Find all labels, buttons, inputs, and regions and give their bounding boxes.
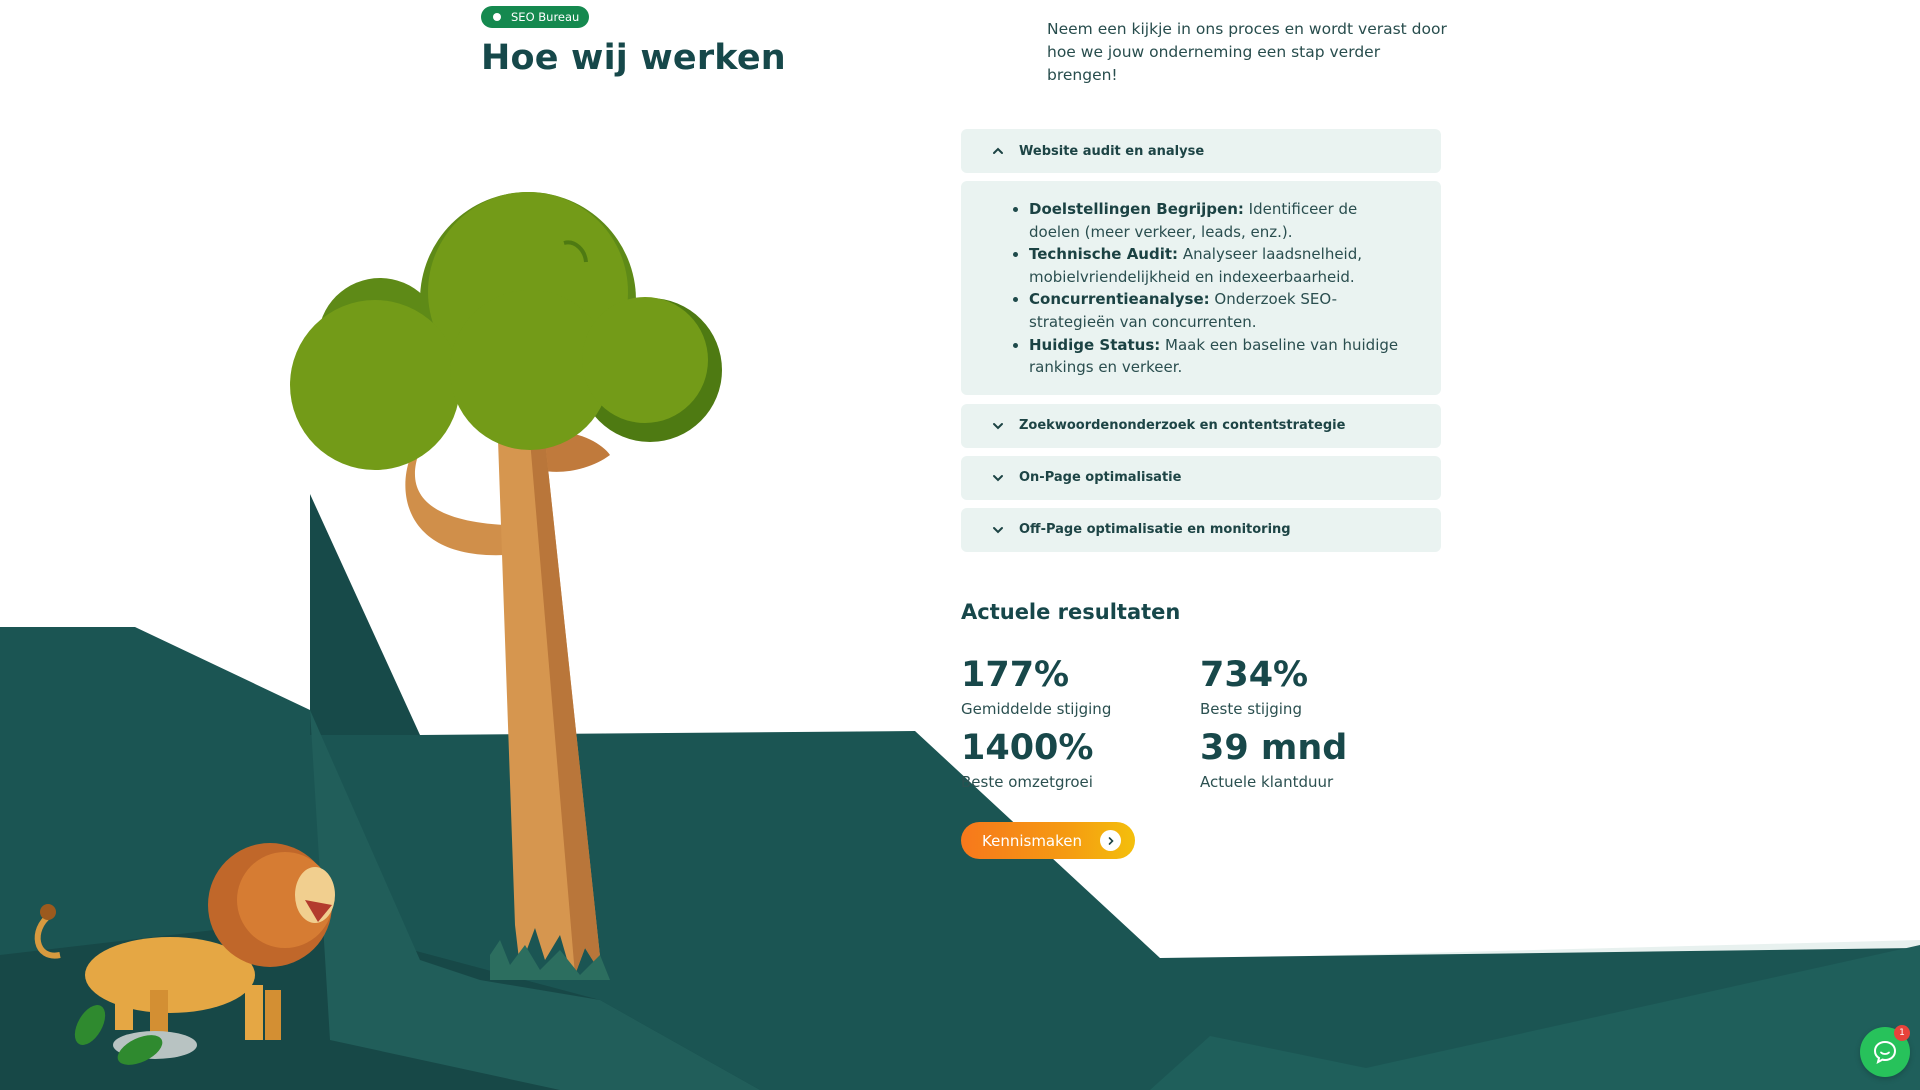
point-text: Maak een baseline van huidige rankings en verkeer.	[1029, 335, 1399, 377]
point-term: Doelstellingen Begrijpen:	[1029, 200, 1244, 218]
accordion-title: Website audit en analyse	[1019, 143, 1205, 159]
point-term: Technische Audit:	[1029, 245, 1179, 264]
peak	[310, 494, 420, 735]
list-item	[1013, 198, 1411, 243]
stat-revenue-growth	[961, 728, 1093, 791]
point-term: Huidige Status:	[1029, 335, 1161, 354]
stat-label: Gemiddelde stijging	[961, 700, 1112, 718]
list-item	[1013, 288, 1411, 333]
stat-value: 734%	[1200, 655, 1309, 695]
stat-client-duration	[1200, 728, 1347, 791]
dot-icon	[493, 13, 501, 21]
cta-label: Kennismaken	[982, 831, 1083, 850]
page-title: Hoe wij werken	[481, 38, 786, 78]
point-text: Onderzoek SEO-strategieën van concurrenten.	[1029, 290, 1338, 331]
point-text: Identificeer de doelen (meer verkeer, leads, enz.).	[1029, 200, 1358, 241]
intro-text: Neem een kijkje in ons proces en wordt verast door hoe we jouw onderneming een stap verder brengen!	[1047, 20, 1447, 84]
results-title: Actuele resultaten	[961, 600, 1181, 624]
accordion-title: Zoekwoordenonderzoek en contentstrategie	[1019, 418, 1346, 434]
accordion-item-keywords[interactable]	[961, 404, 1441, 448]
process-accordion	[961, 129, 1441, 560]
chevron-down-icon	[991, 471, 1005, 485]
list-item	[1013, 243, 1411, 288]
kennismaken-button[interactable]	[961, 822, 1135, 859]
stat-label: Actuele klantduur	[1200, 773, 1334, 791]
chevron-up-icon	[991, 144, 1005, 158]
badge-label: SEO Bureau	[511, 10, 580, 24]
stat-average-increase	[961, 655, 1111, 718]
audit-points-list	[1013, 198, 1411, 379]
accordion-panel-audit	[961, 181, 1441, 395]
unread-count-badge: 1	[1894, 1025, 1910, 1041]
accordion-item-onpage[interactable]	[961, 456, 1441, 500]
chevron-down-icon	[991, 523, 1005, 537]
accordion-item-audit[interactable]	[961, 129, 1441, 173]
accordion-item-offpage[interactable]	[961, 508, 1441, 552]
chevron-right-icon	[1100, 830, 1121, 851]
point-text: Analyseer laadsnelheid, mobielvriendelijkheid en indexeerbaarheid.	[1029, 245, 1363, 286]
seo-bureau-badge	[481, 6, 589, 28]
point-term: Concurrentieanalyse:	[1029, 290, 1210, 309]
stat-label: Beste stijging	[1200, 700, 1302, 718]
list-item	[1013, 334, 1411, 379]
stat-label: Beste omzetgroei	[961, 773, 1093, 791]
stat-value: 39 mnd	[1200, 728, 1348, 768]
accordion-title: On-Page optimalisatie	[1019, 470, 1182, 486]
chevron-down-icon	[991, 419, 1005, 433]
stat-value: 1400%	[961, 728, 1094, 768]
stat-best-increase	[1200, 655, 1308, 718]
stat-value: 177%	[961, 655, 1070, 695]
chat-bubble-icon	[1872, 1039, 1898, 1065]
chat-button[interactable]	[1860, 1027, 1910, 1077]
accordion-title: Off-Page optimalisatie en monitoring	[1019, 522, 1291, 538]
